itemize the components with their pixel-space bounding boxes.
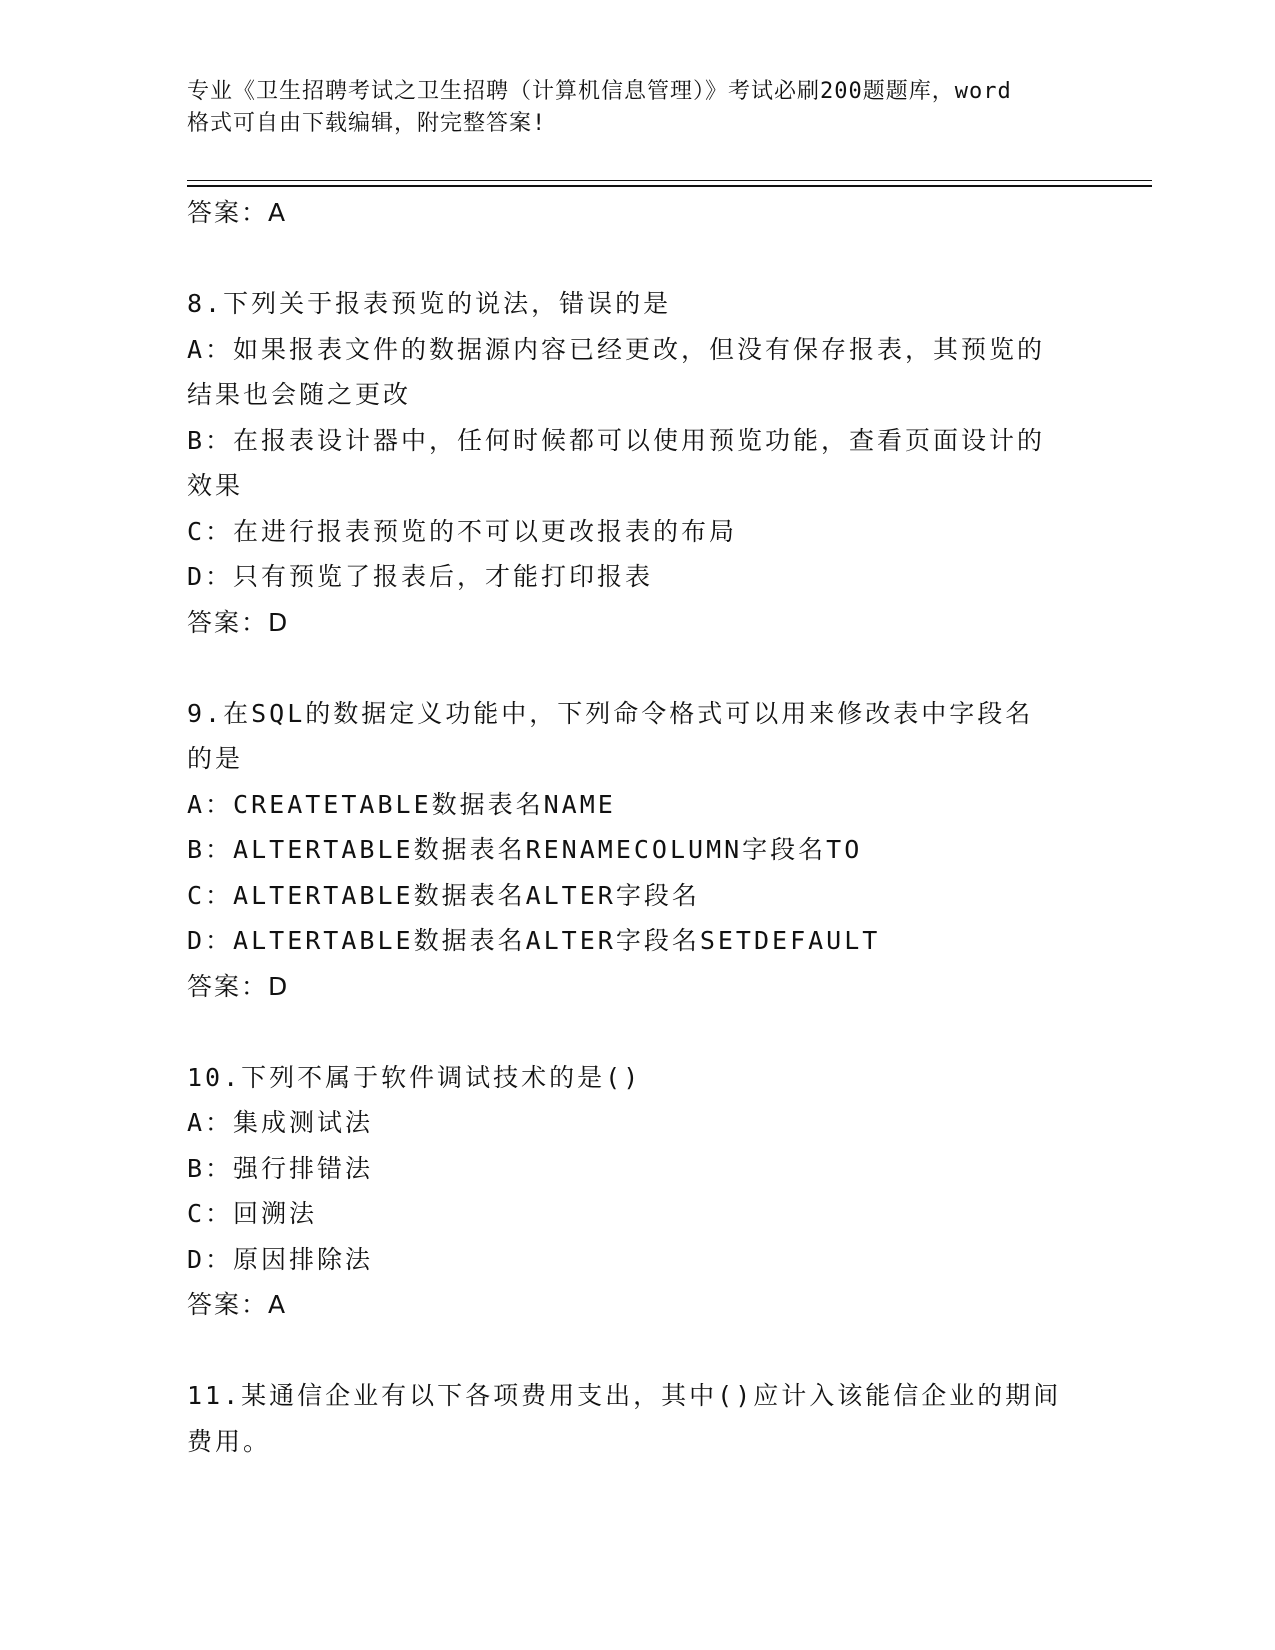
previous-answer: 答案：A [187, 198, 288, 227]
question-8-option-d: D：只有预览了报表后，才能打印报表 [187, 562, 654, 591]
question-9-stem-cont: 的是 [187, 744, 244, 773]
header-divider-thick [187, 185, 1152, 187]
question-8-option-b: B：在报表设计器中，任何时候都可以使用预览功能，查看页面设计的 [187, 425, 1046, 455]
question-8-option-a-cont: 结果也会随之更改 [187, 380, 412, 409]
question-9-option-b: B：ALTERTABLE数据表名RENAMECOLUMN字段名TO [187, 835, 863, 864]
question-8-option-c: C：在进行报表预览的不可以更改报表的布局 [187, 516, 738, 546]
question-9-answer: 答案：D [187, 971, 290, 1001]
spacer [187, 1009, 1087, 1055]
question-10-stem: 10.下列不属于软件调试技术的是() [187, 1062, 642, 1092]
spacer [187, 236, 1087, 282]
question-list [187, 190, 1087, 1464]
spacer [187, 1328, 1087, 1374]
question-8-stem: 8.下列关于报表预览的说法，错误的是 [187, 289, 672, 318]
question-8-answer: 答案：D [187, 607, 290, 637]
spacer [187, 645, 1087, 691]
question-9-option-c: C：ALTERTABLE数据表名ALTER字段名 [187, 880, 700, 910]
question-8-option-a: A：如果报表文件的数据源内容已经更改，但没有保存报表，其预览的 [187, 334, 1046, 364]
question-11-stem-cont: 费用。 [187, 1426, 272, 1456]
question-11-stem: 11.某通信企业有以下各项费用支出，其中()应计入该能信企业的期间 [187, 1381, 1062, 1410]
header-divider-thin [187, 180, 1152, 181]
header-line-1: 专业《卫生招聘考试之卫生招聘（计算机信息管理）》考试必刷200题题库，word [187, 79, 1012, 104]
question-10-answer: 答案：A [187, 1290, 288, 1319]
question-10-option-c: C：回溯法 [187, 1199, 318, 1228]
question-8-option-b-cont: 效果 [187, 471, 244, 500]
question-9-stem: 9.在SQL的数据定义功能中，下列命令格式可以用来修改表中字段名 [187, 698, 1034, 728]
question-10-option-a: A：集成测试法 [187, 1108, 374, 1137]
question-9-option-a: A：CREATETABLE数据表名NAME [187, 789, 616, 819]
header-line-2: 格式可自由下载编辑，附完整答案! [187, 111, 547, 136]
question-10-option-b: B：强行排错法 [187, 1153, 374, 1183]
document-header [187, 76, 1087, 140]
question-9-option-d: D：ALTERTABLE数据表名ALTER字段名SETDEFAULT [187, 926, 881, 955]
question-10-option-d: D：原因排除法 [187, 1244, 374, 1274]
